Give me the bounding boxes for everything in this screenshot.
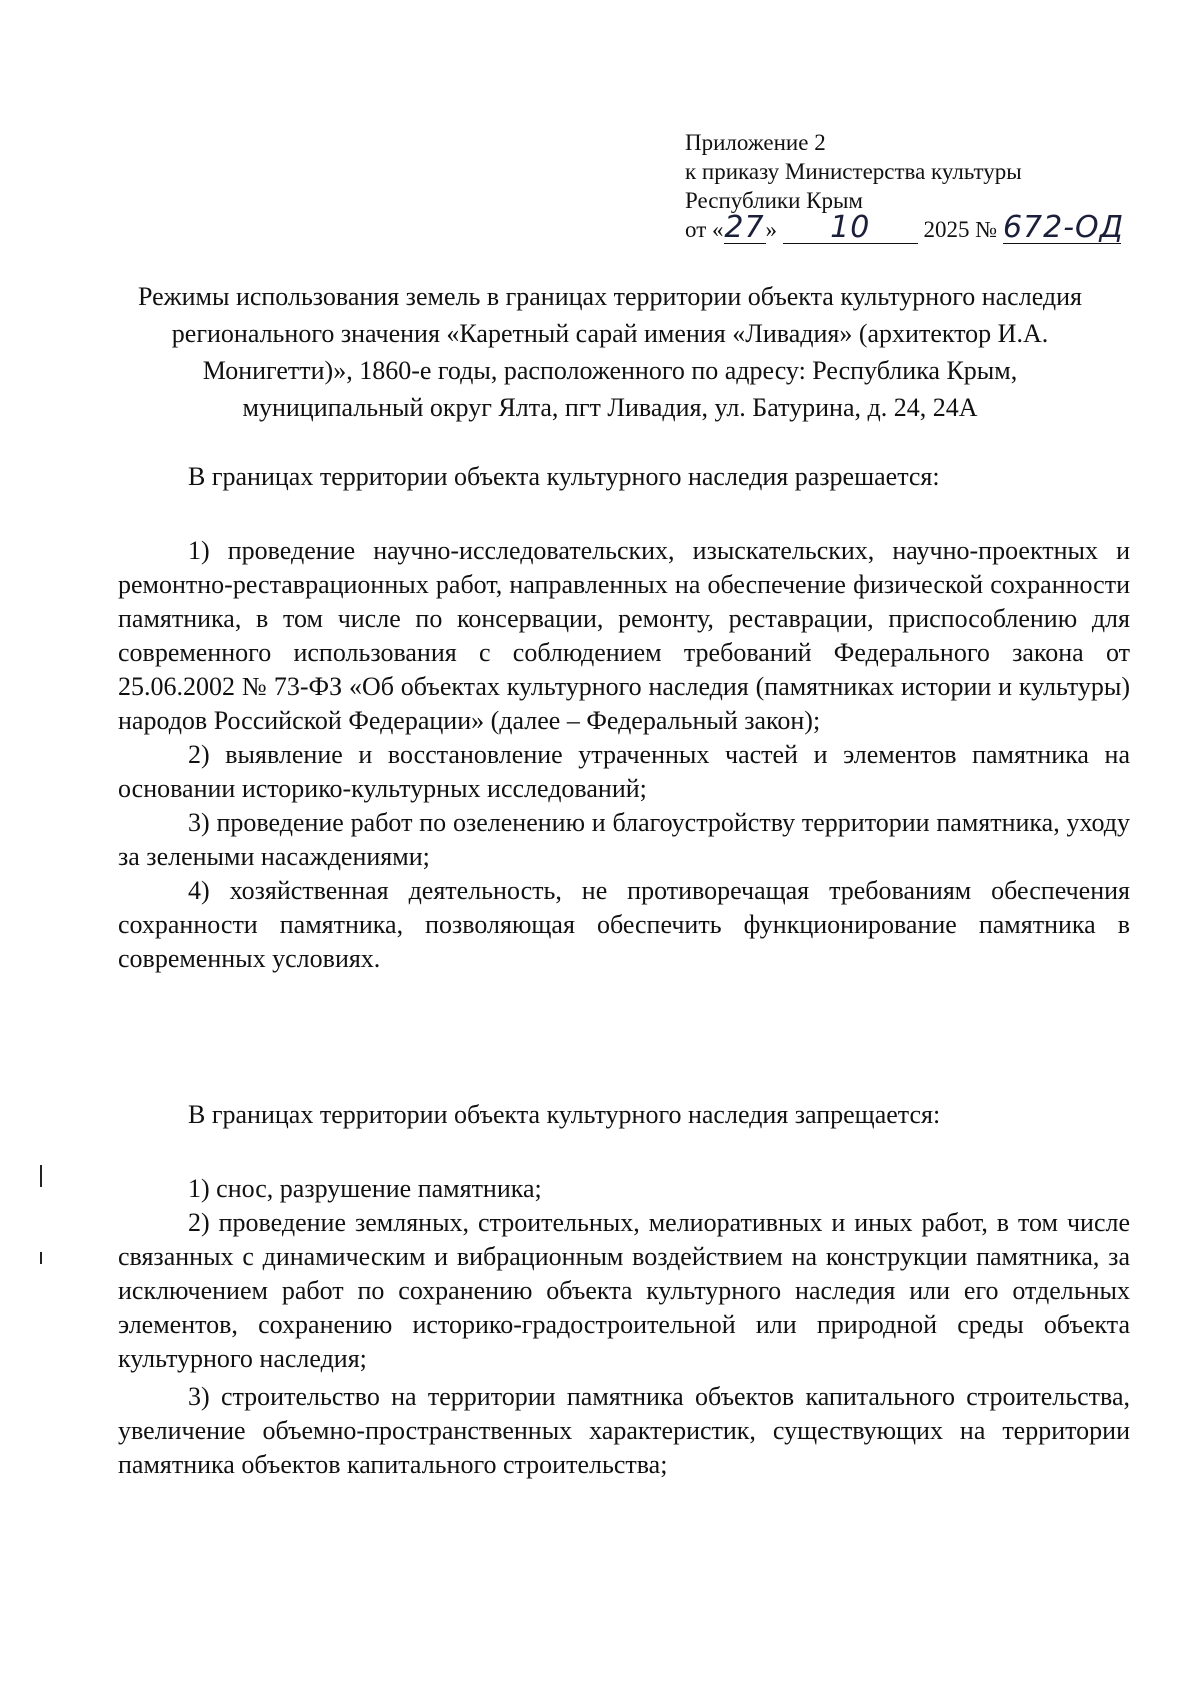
day-blank (724, 210, 766, 245)
appendix-date-line (685, 210, 1145, 245)
month-blank (783, 210, 918, 245)
allowed-section (118, 460, 1130, 976)
appendix-header (685, 128, 1145, 244)
handwritten-number: 672-ОД (1002, 210, 1125, 245)
handwritten-day: 27 (724, 210, 765, 245)
date-mid: » (765, 217, 777, 242)
appendix-line-3: Республики Крым (685, 188, 863, 213)
prohibited-heading: В границах территории объекта культурного наследия запрещается: (188, 1100, 941, 1129)
handwritten-month: 10 (830, 210, 871, 245)
document-title: Режимы использования земель в границах территории объекта культурного наследия регионального значения «Каретный сарай имения «Ливадия» (архитектор И.А. Монигетти)», 1860-е годы, расположенного по адресу: Республика Крым, муниципальный округ Ялта, пгт Ливадия, ул. Батурина, д. 24, 24А (137, 282, 1082, 422)
allowed-item: 2) выявление и восстановление утраченных частей и элементов памятника на основании историко-культурных исследований; (118, 740, 1130, 803)
number-blank (1002, 210, 1125, 245)
scan-margin-mark (40, 1252, 42, 1264)
allowed-item: 1) проведение научно-исследовательских, изыскательских, научно-проектных и ремонтно-реставрационных работ, направленных на обеспечение физической сохранности памятника, в том числе по консервации, ремонту, реставрации, приспособлению для современного использования с соблюдением требований Федерального закона от 25.06.2002 № 73-ФЗ «Об объектах культурного наследия (памятниках истории и культуры) народов Российской Федерации» (далее – Федеральный закон); (118, 536, 1130, 735)
date-prefix: от « (685, 217, 724, 242)
prohibited-section (118, 1098, 1130, 1482)
year-label: 2025 № (923, 217, 998, 242)
scan-margin-mark (40, 1165, 42, 1187)
prohibited-item: 1) снос, разрушение памятника; (188, 1174, 542, 1203)
allowed-item: 3) проведение работ по озеленению и благоустройству территории памятника, уходу за зелеными насаждениями; (118, 808, 1130, 871)
prohibited-item: 3) строительство на территории памятника объектов капитального строительства, увеличение объемно-пространственных характеристик, существующих на территории памятника объектов капитального строительства; (118, 1382, 1130, 1479)
allowed-item: 4) хозяйственная деятельность, не противоречащая требованиям обеспечения сохранности памятника, позволяющая обеспечить функционирование памятника в современных условиях. (118, 876, 1130, 973)
allowed-heading: В границах территории объекта культурного наследия разрешается: (188, 462, 940, 491)
prohibited-item: 2) проведение земляных, строительных, мелиоративных и иных работ, в том числе связанных с динамическим и вибрационным воздействием на конструкции памятника, за исключением работ по сохранению объекта культурного наследия или его отдельных элементов, сохранению историко-градостроительной или природной среды объекта культурного наследия; (118, 1208, 1130, 1373)
appendix-line-2: к приказу Министерства культуры (685, 159, 1022, 184)
appendix-line-1: Приложение 2 (685, 130, 826, 155)
